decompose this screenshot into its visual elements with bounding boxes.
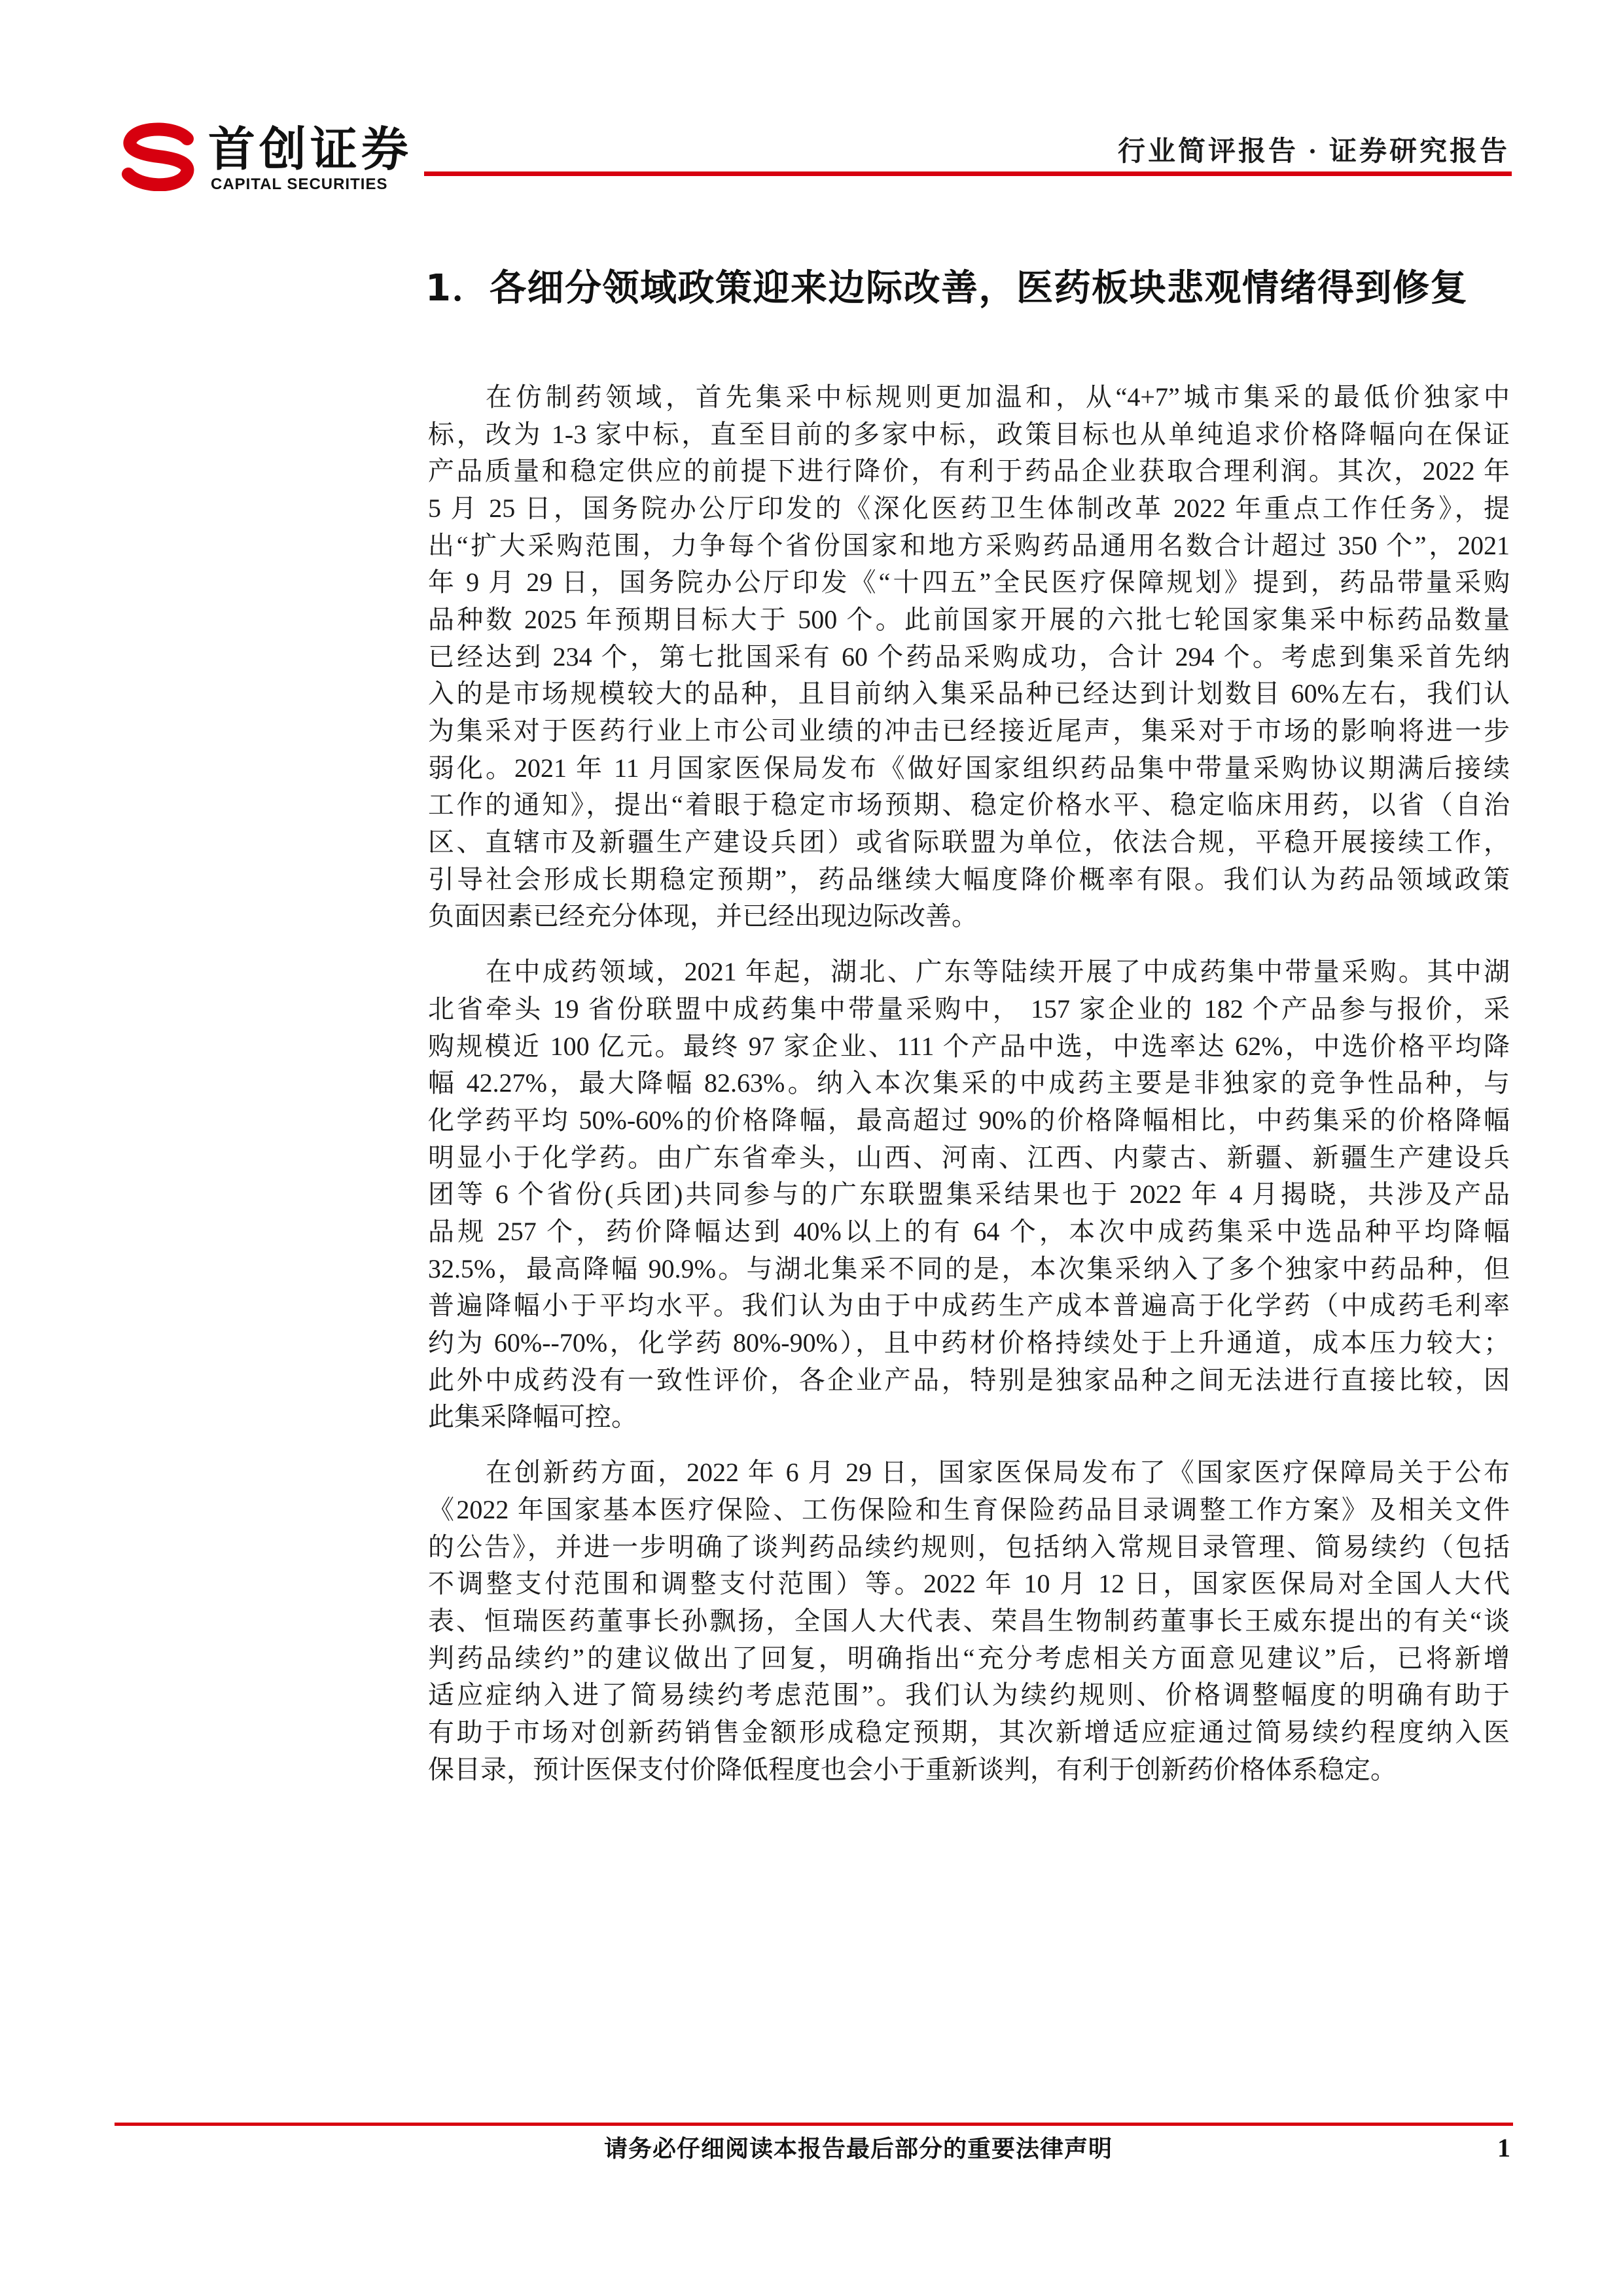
paragraph-tcm (428, 954, 1510, 1436)
paragraph-line: 的公告》，并进一步明确了谈判药品续约规则，包括纳入常规目录管理、简易续约（包括 (428, 1532, 1510, 1562)
paragraph-line: 32.5%，最高降幅 90.9%。与湖北集采不同的是，本次集采纳入了多个独家中药品种，但 (428, 1253, 1510, 1283)
paragraph-line: 负面因素已经充分体现，并已经出现边际改善。 (428, 901, 978, 931)
paragraph-generic-drugs (428, 379, 1510, 935)
paragraph-line: 产品质量和稳定供应的前提下进行降价，有利于药品企业获取合理利润。其次，2022 年 (428, 456, 1510, 486)
paragraph-line: 保目录，预计医保支付价降低程度也会小于重新谈判，有利于创新药价格体系稳定。 (428, 1754, 1397, 1784)
paragraph-line: 此集采降幅可控。 (428, 1402, 637, 1432)
paragraph-line: 《2022 年国家基本医疗保险、工伤保险和生育保险药品目录调整工作方案》及相关文件 (428, 1495, 1510, 1525)
report-body (428, 379, 1510, 1788)
paragraph-line: 5 月 25 日，国务院办公厅印发的《深化医药卫生体制改革 2022 年重点工作任务》，提 (428, 493, 1510, 523)
paragraph-innovative-drugs (428, 1454, 1510, 1788)
paragraph-line: 已经达到 234 个，第七批国采有 60 个药品采购成功，合计 294 个。考虑到集采首先纳 (428, 641, 1510, 672)
paragraph-line: 弱化。2021 年 11 月国家医保局发布《做好国家组织药品集中带量采购协议期满后接续 (428, 753, 1510, 783)
header-divider (424, 171, 1512, 176)
paragraph-line: 区、直辖市及新疆生产建设兵团）或省际联盟为单位，依法合规，平稳开展接续工作， (428, 827, 1510, 857)
paragraph-line: 幅 42.27%，最大降幅 82.63%。纳入本次集采的中成药主要是非独家的竞争性品种，与 (428, 1068, 1510, 1098)
paragraph-line: 在仿制药领域，首先集采中标规则更加温和，从“4+7”城市集采的最低价独家中 (486, 382, 1510, 412)
report-type-label: 行业简评报告 · 证券研究报告 (1117, 137, 1510, 167)
paragraph-line: 北省牵头 19 省份联盟中成药集中带量采购中， 157 家企业的 182 个产品参与报价，采 (428, 994, 1510, 1024)
paragraph-line: 品种数 2025 年预期目标大于 500 个。此前国家开展的六批七轮国家集采中标药品数量 (428, 604, 1510, 634)
paragraph-line: 年 9 月 29 日，国务院办公厅印发《“十四五”全民医疗保障规划》提到，药品带量采购 (428, 567, 1510, 598)
paragraph-line: 标，改为 1-3 家中标，直至目前的多家中标，政策目标也从单纯追求价格降幅向在保证 (428, 419, 1510, 449)
paragraph-line: 不调整支付范围和调整支付范围）等。2022 年 10 月 12 日，国家医保局对全国人大代 (428, 1569, 1510, 1599)
paragraph-line: 工作的通知》，提出“着眼于稳定市场预期、稳定价格水平、稳定临床用药，以省（自治 (428, 790, 1510, 820)
paragraph-line: 在中成药领域，2021 年起，湖北、广东等陆续开展了中成药集中带量采购。其中湖 (486, 957, 1510, 987)
paragraph-line: 出“扩大采购范围，力争每个省份国家和地方采购药品通用名数合计超过 350 个”，2021 (428, 530, 1510, 560)
paragraph-line: 普遍降幅小于平均水平。我们认为由于中成药生产成本普遍高于化学药（中成药毛利率 (428, 1291, 1510, 1321)
paragraph-line: 判药品续约”的建议做出了回复，明确指出“充分考虑相关方面意见建议”后，已将新增 (428, 1643, 1510, 1673)
paragraph-line: 团等 6 个省份(兵团)共同参与的广东联盟集采结果也于 2022 年 4 月揭晓，共涉及产品 (428, 1179, 1510, 1210)
capital-securities-logo-icon (116, 122, 200, 191)
paragraph-line: 明显小于化学药。由广东省牵头，山西、河南、江西、内蒙古、新疆、新疆生产建设兵 (428, 1142, 1510, 1172)
paragraph-line: 适应症纳入进了简易续约考虑范围”。我们认为续约规则、价格调整幅度的明确有助于 (428, 1680, 1510, 1710)
logo-chinese-name: 首创证券 (208, 122, 413, 177)
paragraph-line: 引导社会形成长期稳定预期”，药品继续大幅度降价概率有限。我们认为药品领域政策 (428, 864, 1510, 894)
page-number: 1 (1497, 2133, 1510, 2162)
footer-divider (115, 2123, 1513, 2126)
paragraph-line: 化学药平均 50%-60%的价格降幅，最高超过 90%的价格降幅相比，中药集采的价格降幅 (428, 1105, 1510, 1135)
paragraph-line: 为集采对于医药行业上市公司业绩的冲击已经接近尾声，集采对于市场的影响将进一步 (428, 715, 1510, 745)
logo-english-name: CAPITAL SECURITIES (211, 175, 388, 193)
paragraph-line: 入的是市场规模较大的品种，且目前纳入集采品种已经达到计划数目 60%左右，我们认 (428, 679, 1510, 709)
paragraph-line: 表、恒瑞医药董事长孙飘扬，全国人大代表、荣昌生物制药董事长王威东提出的有关“谈 (428, 1606, 1510, 1636)
legal-disclaimer-note: 请务必仔细阅读本报告最后部分的重要法律声明 (604, 2136, 1113, 2162)
paragraph-line: 品规 257 个，药价降幅达到 40%以上的有 64 个，本次中成药集采中选品种平均降幅 (428, 1216, 1510, 1246)
paragraph-line: 约为 60%--70%，化学药 80%-90%），且中药材价格持续处于上升通道，成本压力较大； (428, 1327, 1510, 1357)
paragraph-line: 有助于市场对创新药销售金额形成稳定预期，其次新增适应症通过简易续约程度纳入医 (428, 1717, 1510, 1747)
paragraph-line: 在创新药方面，2022 年 6 月 29 日，国家医保局发布了《国家医疗保障局关于公布 (486, 1458, 1510, 1488)
paragraph-line: 购规模近 100 亿元。最终 97 家企业、111 个产品中选，中选率达 62%，中选价格平均降 (428, 1031, 1510, 1061)
paragraph-line: 此外中成药没有一致性评价，各企业产品，特别是独家品种之间无法进行直接比较，因 (428, 1365, 1510, 1395)
section-heading: 1．各细分领域政策迎来边际改善，医药板块悲观情绪得到修复 (425, 267, 1468, 310)
